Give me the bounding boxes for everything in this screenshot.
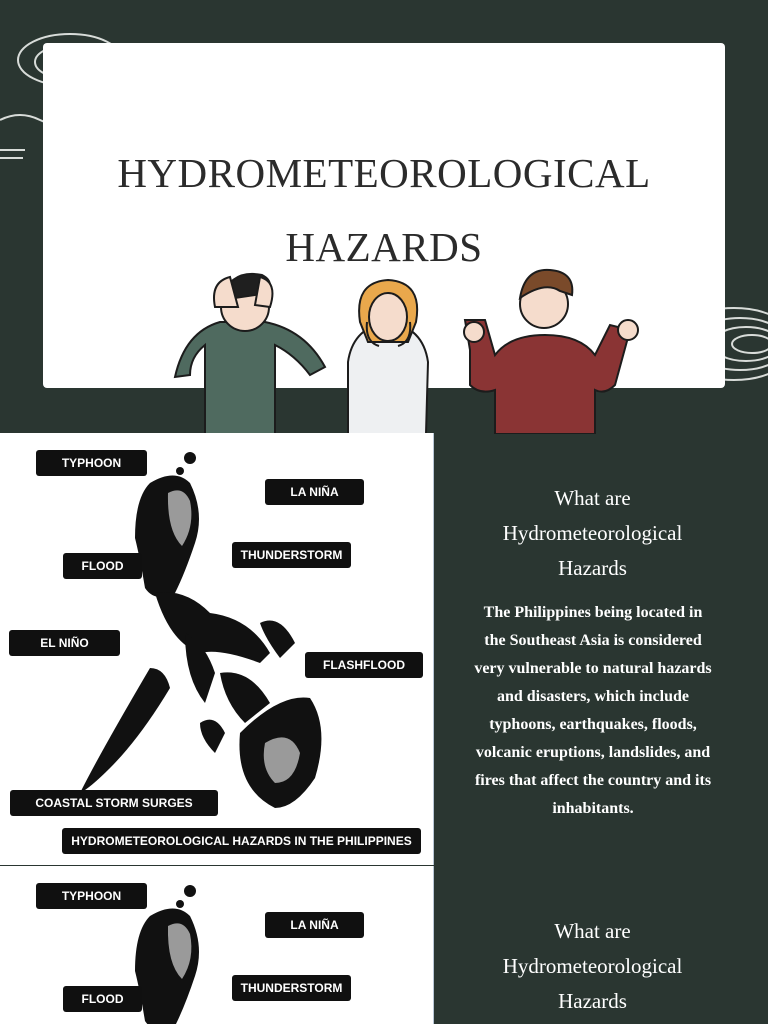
label-thunderstorm: THUNDERSTORM: [232, 542, 351, 568]
body-line: fires that affect the country and its: [474, 772, 712, 789]
label-el-nino: EL NIÑO: [9, 630, 120, 656]
label-coastal-storm-surges: COASTAL STORM SURGES: [10, 790, 218, 816]
body-line: The Philippines being located in: [483, 604, 703, 621]
worried-people-illustration: [170, 262, 650, 434]
body-line: inhabitants.: [552, 800, 634, 817]
body-line: volcanic eruptions, landslides, and: [475, 744, 711, 761]
label-la-nina: LA NIÑA: [265, 912, 364, 938]
section-heading-line: What are: [554, 486, 631, 510]
title-line-1: HYDROMETEOROLOGICAL: [117, 150, 651, 196]
label-flood: FLOOD: [63, 553, 142, 579]
label-flashflood: FLASHFLOOD: [305, 652, 423, 678]
section-heading: [450, 481, 735, 586]
label-thunderstorm: THUNDERSTORM: [232, 975, 351, 1001]
section-heading-line: Hazards: [558, 556, 627, 580]
philippines-hazard-map: [0, 866, 434, 1024]
section-heading-line: Hydrometeorological: [502, 954, 683, 978]
label-la-nina: LA NIÑA: [265, 479, 364, 505]
section-heading: [450, 914, 735, 1019]
body-line: the Southeast Asia is considered: [484, 632, 702, 649]
label-typhoon: TYPHOON: [36, 883, 147, 909]
body-line: very vulnerable to natural hazards: [474, 660, 712, 677]
section-heading-line: Hydrometeorological: [502, 521, 683, 545]
label-flood: FLOOD: [63, 986, 142, 1012]
title-line-2: HAZARDS: [285, 224, 483, 270]
philippines-hazard-map: [0, 433, 434, 865]
section-body: [458, 599, 728, 823]
body-line: and disasters, which include: [496, 688, 690, 705]
section-heading-line: What are: [554, 919, 631, 943]
map-caption: HYDROMETEOROLOGICAL HAZARDS IN THE PHILIPPINES: [62, 828, 421, 854]
label-typhoon: TYPHOON: [36, 450, 147, 476]
section-heading-line: Hazards: [558, 989, 627, 1013]
body-line: typhoons, earthquakes, floods,: [489, 716, 697, 733]
